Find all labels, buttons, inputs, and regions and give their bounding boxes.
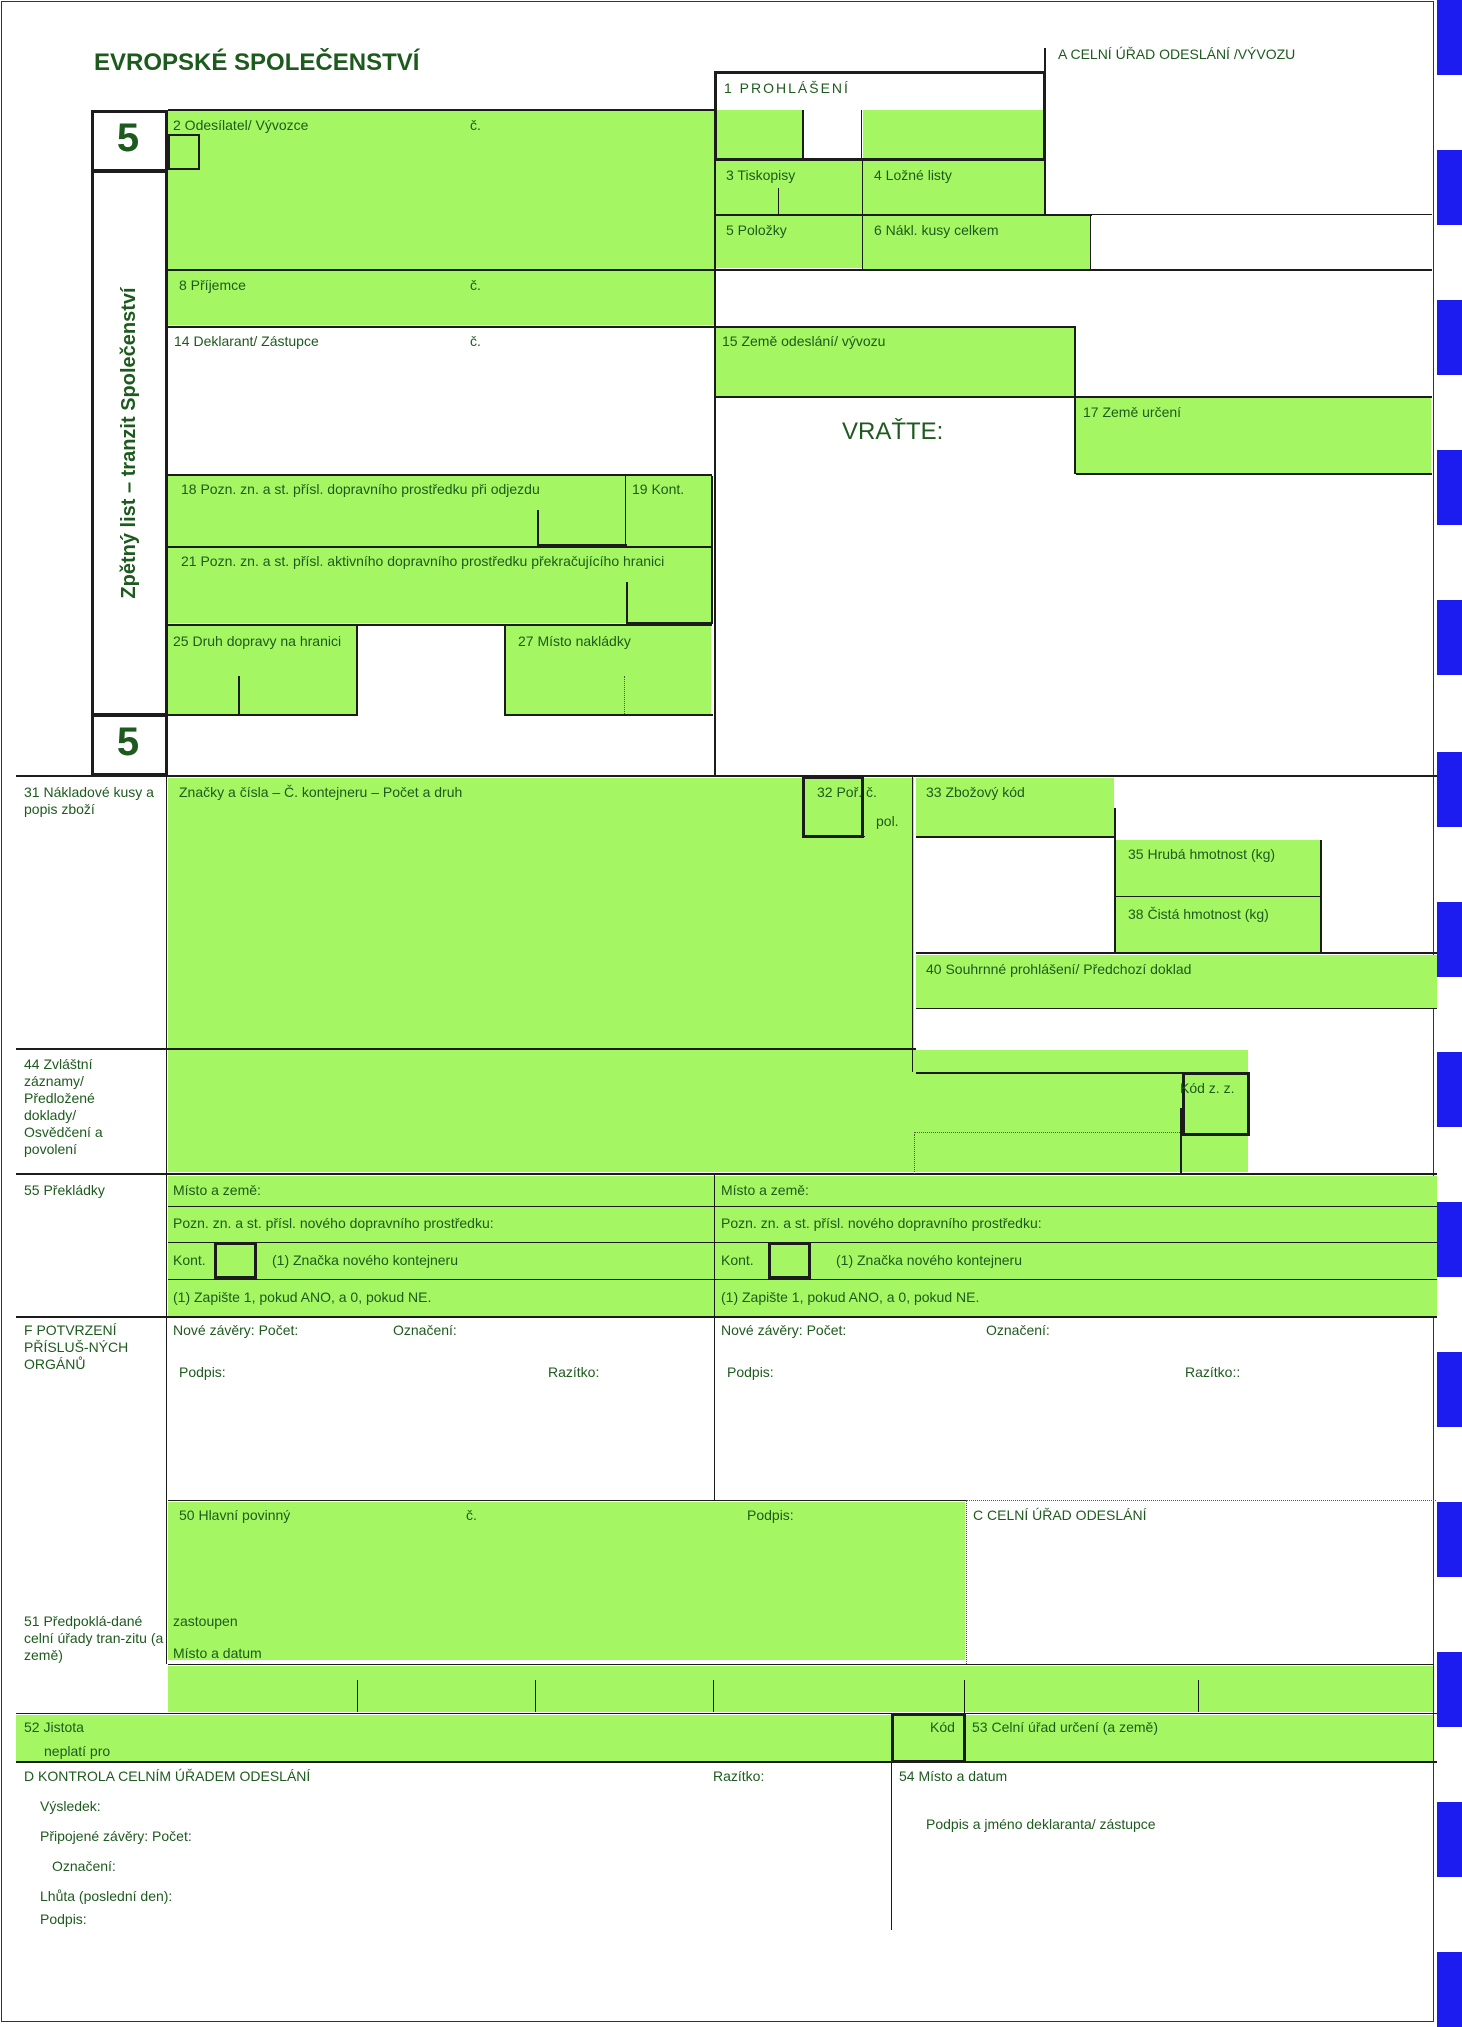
rule [714,1174,715,1500]
box-a-label: A CELNÍ ÚŘAD ODESLÁNÍ /VÝVOZU [1058,46,1296,62]
field-25-label: 25 Druh dopravy na hranici [173,633,342,649]
margin-mark [1437,1352,1462,1427]
rule [1198,1680,1199,1712]
field-33-label: 33 Zbožový kód [926,784,1025,800]
field-f-stamp-right: Razítko:: [1185,1364,1241,1380]
rule [802,110,804,160]
field-55-container-right: (1) Značka nového kontejneru [836,1252,1022,1268]
rule [168,269,1432,271]
field-55-kont-box-left[interactable] [214,1242,257,1279]
field-55-note-right: (1) Zapište 1, pokud ANO, a 0, pokud NE. [721,1289,980,1305]
margin-mark [1437,1052,1462,1127]
rule [16,1761,1437,1763]
field-c-label: C CELNÍ ÚŘAD ODESLÁNÍ [973,1507,1147,1523]
dotted-rule [966,1500,967,1664]
field-19-label: 19 Kont. [632,481,685,497]
field-d-stamp-label: Razítko: [713,1768,765,1784]
field-3-label: 3 Tiskopisy [726,167,796,183]
rule [168,1206,1437,1207]
field-50-sign-label: Podpis: [747,1507,794,1523]
field-55-place-left: Místo a země: [173,1182,261,1198]
rule [16,1316,1437,1318]
field-53-label: 53 Celní úřad určení (a země) [972,1719,1158,1735]
field-2-checkbox[interactable] [168,134,200,170]
field-50-label: 50 Hlavní povinný [179,1507,291,1523]
field-50-represented-label: zastoupen [173,1613,238,1629]
field-32-pol-label: pol. [876,813,899,829]
field-8-area[interactable] [168,271,714,325]
rule [626,622,712,624]
dotted-rule [624,676,625,714]
rule [864,836,865,837]
rule [16,1048,916,1050]
rule [168,1279,1437,1280]
margin-mark [1437,0,1462,75]
field-54-sign-label: Podpis a jméno deklaranta/ zástupce [926,1816,1156,1832]
box-1-label: 1 PROHLÁŠENÍ [724,80,850,96]
rule [535,1680,536,1712]
rule [537,544,627,546]
rule [504,626,506,716]
field-51-label: 51 Předpoklá-dané celní úřady tran-zitu (a země) [24,1613,164,1663]
margin-mark [1437,300,1462,375]
rule [711,476,713,624]
field-54-label: 54 Místo a datum [899,1768,1008,1784]
rule [916,836,1116,838]
field-d-mark-label: Označení: [52,1858,116,1874]
field-55-kont-left: Kont. [173,1252,206,1268]
copy-number-top: 5 [116,116,140,160]
margin-mark [1437,450,1462,525]
field-18-label: 18 Pozn. zn. a st. přísl. dopravního prostředku při odjezdu [181,481,540,497]
rule [626,582,628,622]
dotted-rule [914,1134,915,1174]
field-f-seals-right: Nové závěry: Počet: [721,1322,847,1338]
field-2-area[interactable] [168,110,714,270]
rule [1090,214,1091,270]
rule [238,676,240,714]
rule [168,1664,1433,1665]
field-15-label: 15 Země odeslání/ vývozu [722,333,886,349]
field-44-code-label: Kód z. z. [1180,1080,1235,1096]
field-d-seals-label: Připojené závěry: Počet: [40,1828,192,1844]
rule [862,160,863,270]
field-55-container-left: (1) Značka nového kontejneru [272,1252,458,1268]
margin-mark [1437,1202,1462,1277]
field-38-label: 38 Čistá hmotnost (kg) [1128,906,1269,922]
field-f-mark-left: Označení: [393,1322,457,1338]
field-2-label: 2 Odesílatel/ Vývozce [173,117,309,133]
rule [778,188,779,214]
rule [168,714,358,716]
rule [713,1680,714,1712]
margin-mark [1437,1652,1462,1727]
field-d-deadline-label: Lhůta (poslední den): [40,1888,173,1904]
rule [16,1713,1437,1714]
margin-mark [1437,1802,1462,1877]
rule [1074,326,1076,474]
field-27-label: 27 Místo nakládky [518,633,631,649]
margin-mark [1437,150,1462,225]
rule [357,1680,358,1712]
margin-mark [1437,902,1462,977]
copy-number-bottom: 5 [116,720,140,764]
rule [16,1173,1437,1175]
field-52-label: 52 Jistota [24,1719,84,1735]
field-f-mark-right: Označení: [986,1322,1050,1338]
rule [168,1500,966,1501]
field-40-label: 40 Souhrnné prohlášení/ Předchozí doklad [926,961,1192,977]
field-8-label: 8 Příjemce [179,277,246,293]
margin-mark [1437,752,1462,827]
rule [537,510,539,544]
rule [1116,896,1322,897]
rule [168,546,712,548]
rule [1076,473,1432,475]
rule [505,714,713,716]
rule [716,214,1092,216]
field-44-label: 44 Zvláštní záznamy/ Předložené doklady/ Osvědčení a povolení [24,1056,103,1157]
dotted-rule [966,1500,1436,1501]
field-14-label: 14 Deklarant/ Zástupce [174,333,319,349]
rule [1046,214,1432,215]
field-d-sign-label: Podpis: [40,1911,87,1927]
field-55-kont-box-right[interactable] [768,1242,811,1279]
rule [166,776,167,1664]
rule [356,626,358,716]
field-32-label: 32 Poř. č. [817,784,877,800]
rule [168,109,715,111]
field-50-area[interactable] [168,1502,965,1660]
rule [625,476,626,546]
rule [168,474,712,476]
rule [916,952,1437,954]
field-8-number-label: č. [470,277,481,293]
field-2-number-label: č. [470,117,481,133]
rule [916,1008,1437,1009]
field-55-vehicle-right: Pozn. zn. a st. přísl. nového dopravního prostředku: [721,1215,1042,1231]
rule [714,110,716,776]
field-f-stamp-left: Razítko: [548,1364,600,1380]
field-55-note-left: (1) Zapište 1, pokud ANO, a 0, pokud NE. [173,1289,432,1305]
field-f-sign-left: Podpis: [179,1364,226,1380]
field-d-label: D KONTROLA CELNÍM ÚŘADEM ODESLÁNÍ [24,1768,311,1784]
rule [16,775,1437,777]
field-55-vehicle-left: Pozn. zn. a st. přísl. nového dopravního prostředku: [173,1215,494,1231]
rule [861,110,862,160]
field-f-seals-left: Nové závěry: Počet: [173,1322,299,1338]
field-31-description: Značky a čísla – Č. kontejneru – Počet a druh [179,784,463,800]
field-52-area[interactable] [16,1715,1433,1761]
field-d-result-label: Výsledek: [40,1798,101,1814]
form-title: EVROPSKÉ SPOLEČENSTVÍ [94,49,420,76]
field-f-sign-right: Podpis: [727,1364,774,1380]
rule [1320,840,1322,954]
field-52-code-label: Kód [930,1719,955,1735]
margin-mark [1437,600,1462,675]
field-55-label: 55 Překládky [24,1182,105,1198]
field-4-label: 4 Ložné listy [874,167,952,183]
field-55-kont-right: Kont. [721,1252,754,1268]
field-50-place-label: Místo a datum [173,1645,262,1661]
field-17-label: 17 Země určení [1083,404,1182,420]
field-55-place-right: Místo a země: [721,1182,809,1198]
side-label: Zpětný list – tranzit Společenství [118,287,140,599]
field-f-label: F POTVRZENÍ PŘÍSLUŠ-NÝCH ORGÁNŮ [24,1322,129,1372]
rule [891,1762,892,1930]
rule [912,776,913,1072]
field-44-area[interactable] [168,1050,1248,1172]
field-14-number-label: č. [470,333,481,349]
dotted-rule [914,1132,1180,1133]
field-50-number-label: č. [466,1507,477,1523]
rule [168,624,712,626]
field-5-label: 5 Položky [726,222,787,238]
rule [1114,808,1116,954]
rule [168,326,1076,328]
field-35-label: 35 Hrubá hmotnost (kg) [1128,846,1276,862]
field-6-label: 6 Nákl. kusy celkem [874,222,999,238]
margin-mark [1437,1952,1462,2027]
field-31-label: 31 Nákladové kusy a popis zboží [24,784,154,817]
field-21-label: 21 Pozn. zn. a st. přísl. aktivního dopravního prostředku překračujícího hranici [181,553,665,569]
field-52-invalid-label: neplatí pro [44,1743,111,1759]
margin-mark [1437,1502,1462,1577]
return-label: VRAŤTE: [842,418,944,445]
